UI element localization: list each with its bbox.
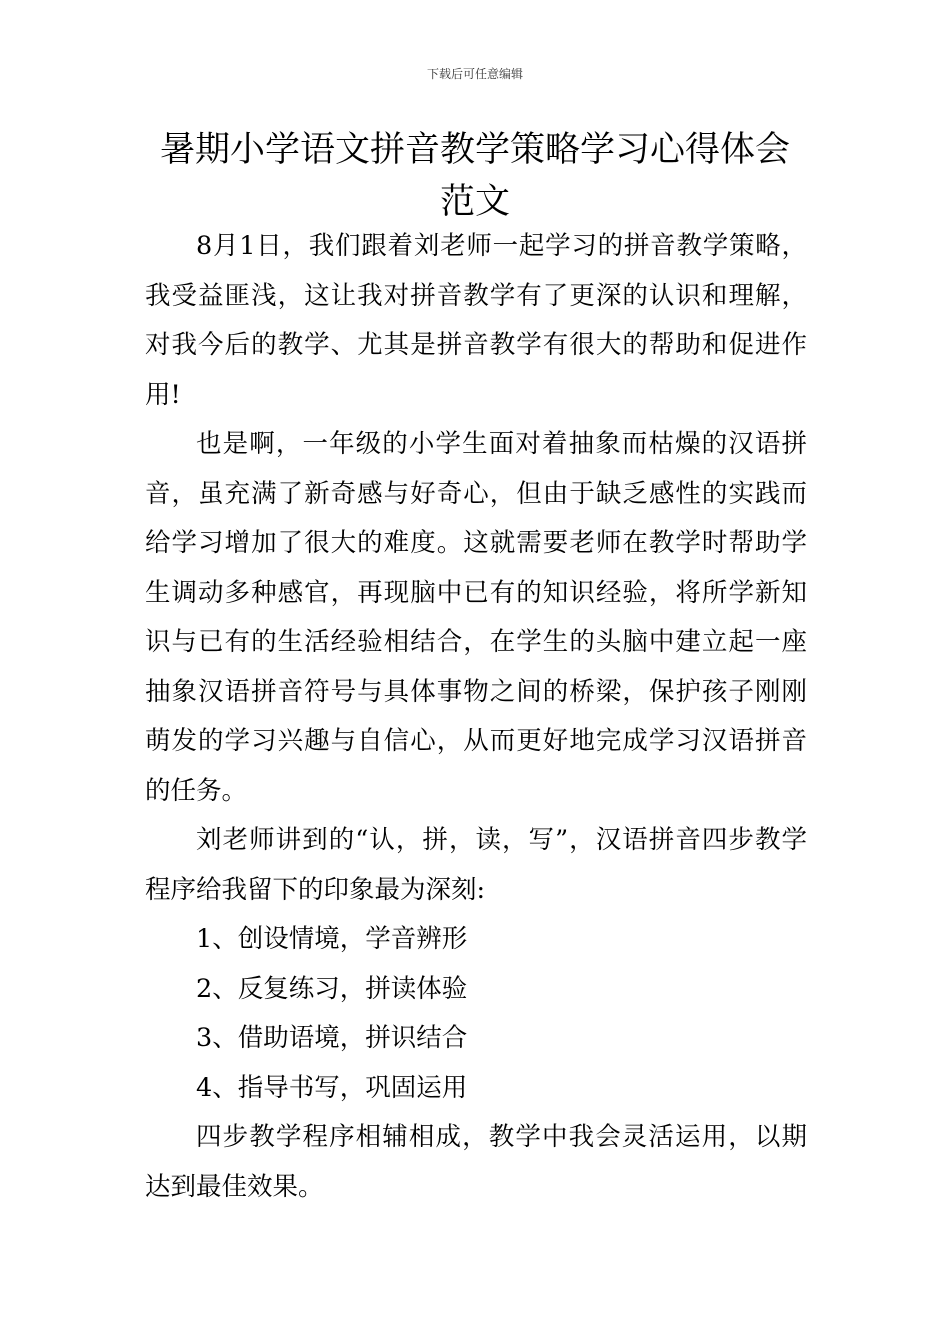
header-note: 下载后可任意编辑 bbox=[426, 67, 523, 81]
paragraph-four-steps-intro: 刘老师讲到的“认，拼，读，写”，汉语拼音四步教学程序给我留下的印象最为深刻: bbox=[145, 825, 807, 905]
paragraph-closing: 四步教学程序相辅相成，教学中我会灵活运用，以期达到最佳效果。 bbox=[145, 1122, 807, 1202]
list-item: 3、借助语境，拼识结合 bbox=[196, 1023, 468, 1053]
paragraph-intro: 8月1日，我们跟着刘老师一起学习的拼音教学策略，我受益匪浅，这让我对拼音教学有了更深的认识和理解，对我今后的教学、尤其是拼音教学有很大的帮助和促进作用! bbox=[145, 231, 807, 410]
document-body bbox=[145, 222, 807, 1212]
list-item: 1、创设情境，学音辨形 bbox=[196, 924, 468, 954]
list-item: 4、指导书写，巩固运用 bbox=[196, 1072, 468, 1103]
steps-list bbox=[145, 915, 807, 1113]
document-title: 暑期小学语文拼音教学策略学习心得体会范文 bbox=[159, 130, 790, 222]
list-item: 2、反复练习，拼读体验 bbox=[196, 973, 468, 1004]
paragraph-pinyin-difficulty: 也是啊，一年级的小学生面对着抽象而枯燥的汉语拼音，虽充满了新奇感与好奇心，但由于缺乏感性的实践而给学习增加了很大的难度。这就需要老师在教学时帮助学生调动多种感官，再现脑中已有的知识经验，将所学新知识与已有的生活经验相结合，在学生的头脑中建立起一座抽象汉语拼音符号与具体事物之间的桥梁，保护孩子刚刚萌发的学习兴趣与自信心，从而更好地完成学习汉语拼音的任务。 bbox=[145, 429, 807, 806]
